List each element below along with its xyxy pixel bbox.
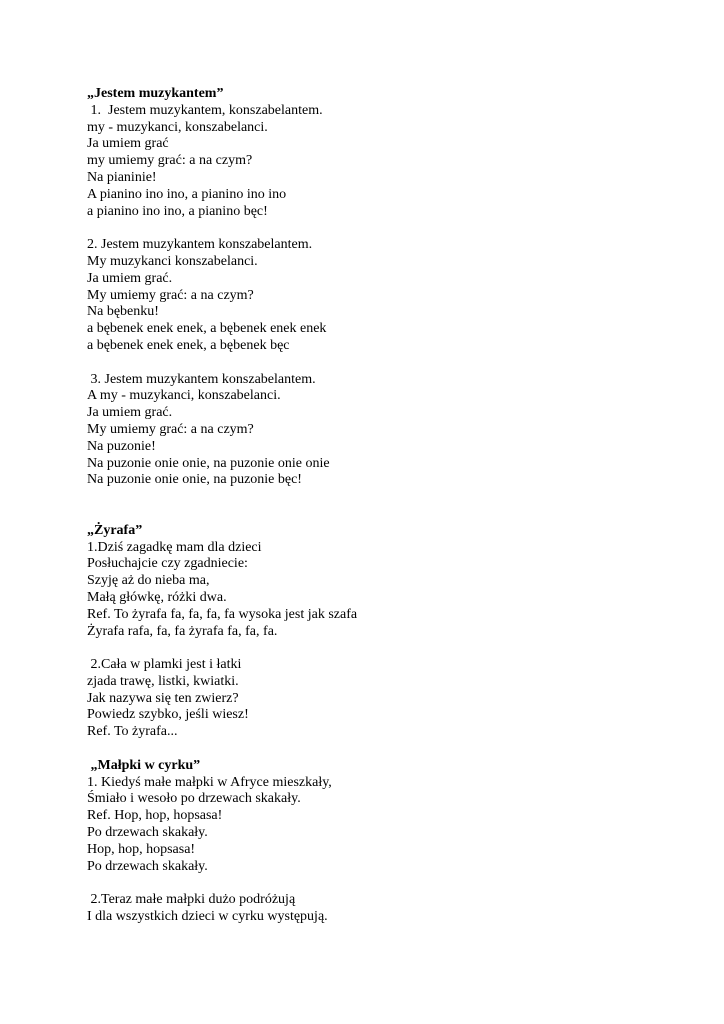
lyric-line: Jak nazywa się ten zwierz? bbox=[87, 690, 239, 706]
lyric-line: zjada trawę, listki, kwiatki. bbox=[87, 673, 239, 689]
lyric-line: Na bębenku! bbox=[87, 304, 159, 320]
verse-2 bbox=[87, 237, 687, 355]
lyric-line: Hop, hop, hopsasa! bbox=[87, 841, 196, 857]
lyric-line: A pianino ino ino, a pianino ino ino bbox=[87, 186, 287, 202]
lyric-line: 2.Teraz małe małpki dużo podróżują bbox=[87, 892, 296, 908]
lyric-line: Powiedz szybko, jeśli wiesz! bbox=[87, 707, 249, 723]
verse-1 bbox=[87, 775, 687, 876]
song-lyrics-document bbox=[87, 86, 687, 926]
lyric-line: A my - muzykanci, konszabelanci. bbox=[87, 388, 281, 404]
song-jestem-muzykantem bbox=[87, 86, 687, 489]
lyric-line: My umiemy grać: a na czym? bbox=[87, 287, 254, 303]
lyric-line: my umiemy grać: a na czym? bbox=[87, 153, 253, 169]
lyric-line: Na pianinie! bbox=[87, 169, 157, 185]
lyric-line: Ref. To żyrafa fa, fa, fa, fa wysoka jest jak szafa bbox=[87, 606, 358, 622]
lyric-line: My umiemy grać: a na czym? bbox=[87, 421, 254, 437]
lyric-line: Na puzonie! bbox=[87, 438, 156, 454]
lyric-line: 1. Kiedyś małe małpki w Afryce mieszkały, bbox=[87, 774, 332, 790]
lyric-line: Po drzewach skakały. bbox=[87, 858, 208, 874]
lyric-line: Śmiało i wesoło po drzewach skakały. bbox=[87, 791, 301, 807]
lyric-line: a bębenek enek enek, a bębenek enek enek bbox=[87, 321, 327, 337]
song-malpki-w-cyrku bbox=[87, 758, 687, 926]
lyric-line: 2. Jestem muzykantem konszabelantem. bbox=[87, 237, 313, 253]
lyric-line: Ja umiem grać. bbox=[87, 270, 173, 286]
lyric-line: 1.Dziś zagadkę mam dla dzieci bbox=[87, 539, 262, 555]
lyric-line: Na puzonie onie onie, na puzonie onie onie bbox=[87, 455, 330, 471]
lyric-line: a bębenek enek enek, a bębenek bęc bbox=[87, 337, 290, 353]
song-title: „Małpki w cyrku” bbox=[87, 757, 201, 773]
lyric-line: 2.Cała w plamki jest i łatki bbox=[87, 657, 242, 673]
lyric-line: 3. Jestem muzykantem konszabelantem. bbox=[87, 371, 316, 387]
song-zyrafa bbox=[87, 523, 687, 741]
lyric-line: Po drzewach skakały. bbox=[87, 825, 208, 841]
lyric-line: Posłuchajcie czy zgadniecie: bbox=[87, 556, 248, 572]
lyric-line: a pianino ino ino, a pianino bęc! bbox=[87, 203, 268, 219]
lyric-line: my - muzykanci, konszabelanci. bbox=[87, 119, 268, 135]
lyric-line: Ja umiem grać. bbox=[87, 405, 173, 421]
verse-2 bbox=[87, 657, 687, 741]
lyric-line: Ref. Hop, hop, hopsasa! bbox=[87, 808, 223, 824]
lyric-line: Ja umiem grać bbox=[87, 136, 169, 152]
lyric-line: Małą główkę, różki dwa. bbox=[87, 589, 227, 605]
lyric-line: My muzykanci konszabelanci. bbox=[87, 253, 258, 269]
verse-3 bbox=[87, 372, 687, 490]
lyric-line: I dla wszystkich dzieci w cyrku występują. bbox=[87, 909, 328, 925]
lyric-line: Żyrafa rafa, fa, fa żyrafa fa, fa, fa. bbox=[87, 623, 278, 639]
lyric-line: Szyję aż do nieba ma, bbox=[87, 573, 210, 589]
verse-1 bbox=[87, 540, 687, 641]
lyric-line: Ref. To żyrafa... bbox=[87, 724, 178, 740]
song-title: „Żyrafa” bbox=[87, 522, 143, 538]
song-title: „Jestem muzykantem” bbox=[87, 86, 224, 101]
lyric-line: 1. Jestem muzykantem, konszabelantem. bbox=[87, 102, 323, 118]
lyric-line: Na puzonie onie onie, na puzonie bęc! bbox=[87, 472, 302, 488]
verse-1 bbox=[87, 103, 687, 221]
verse-2 bbox=[87, 892, 687, 926]
